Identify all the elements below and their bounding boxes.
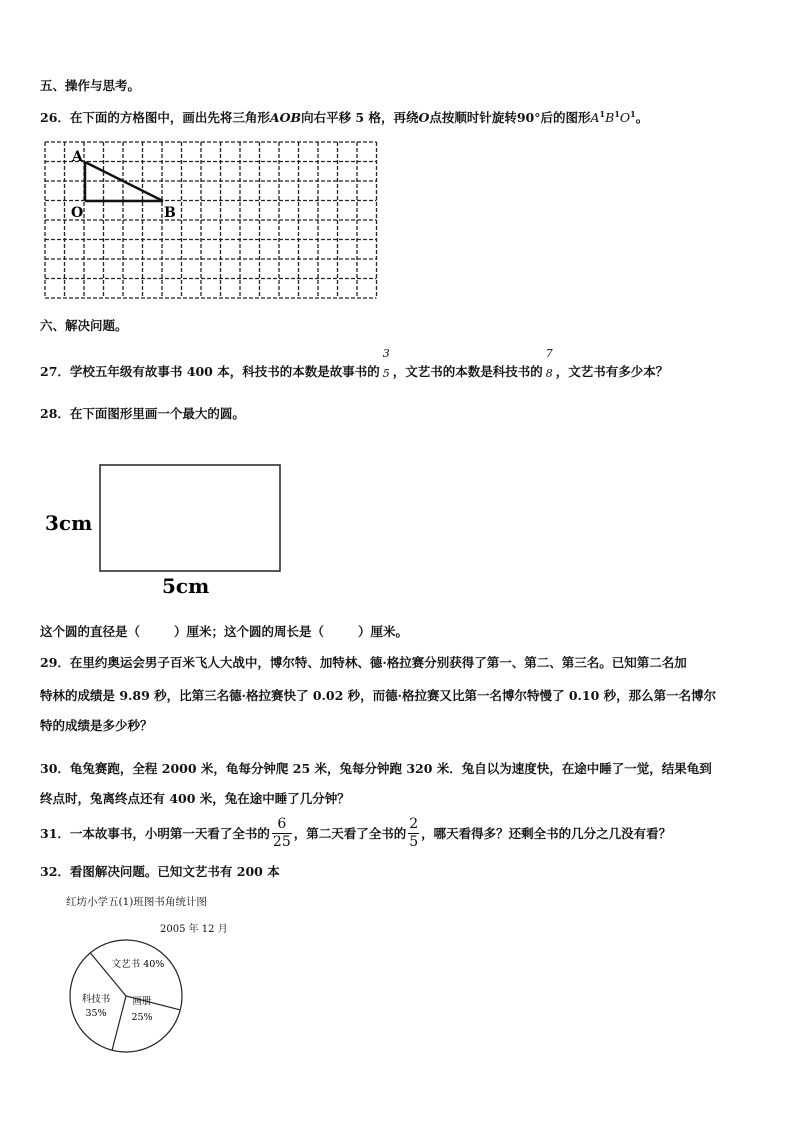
dashed-grid xyxy=(45,142,377,298)
pie-label-wenyi: 文艺书 40% xyxy=(111,959,165,970)
fraction-2-5: $\frac{2}{5}$ xyxy=(409,816,419,850)
fraction-6-25: $\frac{6}{25}$ xyxy=(272,816,291,850)
pie-value-keji: 35% xyxy=(85,1008,107,1019)
question-28-answer: 这个圆的直径是（ ）厘米；这个圆的周长是（ ）厘米。 xyxy=(40,624,409,639)
pie-label-huace: 画册 xyxy=(132,996,152,1007)
question-28: 28．在下面图形里画一个最大的圆。 xyxy=(40,406,245,421)
question-29-line-1: 29．在里约奥运会男子百米飞人大战中，博尔特、加特林、德·格拉赛分别获得了第一、第二、第三名。已知第二名加 xyxy=(40,655,687,670)
chart-date: 2005 年 12 月 xyxy=(160,924,228,935)
section-heading-6: 六、解决问题。 xyxy=(40,318,128,333)
label-a: A xyxy=(72,149,83,165)
question-30-line-2: 终点时，兔离终点还有 400 米，兔在途中睡了几分钟？ xyxy=(40,791,350,806)
grid-figure xyxy=(40,140,382,302)
question-29-line-3: 特的成绩是多少秒？ xyxy=(40,718,153,733)
question-30-line-1: 30．龟兔赛跑，全程 2000 米，龟每分钟爬 25 米，兔每分钟跑 320 米．兔自以为速度快，在途中睡了一觉，结果龟到 xyxy=(40,761,712,776)
pie-chart xyxy=(66,936,186,1056)
fraction-7-8: 7 8 xyxy=(545,347,553,380)
rectangle-3x5 xyxy=(100,465,280,571)
triangle-name: AOB xyxy=(269,110,302,126)
width-label: 5cm xyxy=(162,574,210,598)
label-b: B xyxy=(164,205,176,221)
fraction-3-5: 3 5 xyxy=(382,347,390,380)
question-29-line-2: 特林的成绩是 9.89 秒，比第三名德·格拉赛快了 0.02 秒，而德·格拉赛又比第一名博尔特慢了 0.10 秒，那么第一名博尔 xyxy=(40,688,717,703)
question-31: 31．一本故事书，小明第一天看了全书的 $\frac{6}{25}$ ，第二天看了全书的 $\frac{2}{5}$ ，哪天看得多？还剩全书的几分之几没有看？ xyxy=(40,816,672,850)
pie-label-keji: 科技书 xyxy=(81,994,111,1005)
height-label: 3cm xyxy=(45,511,93,535)
question-26: 26．在下面的方格图中，画出先将三角形AOB向右平移 5 格，再绕O点按顺时针旋转90°后的图形$A^1B^1O^1$。 xyxy=(40,109,649,126)
chart-title: 红坊小学五(1)班图书角统计图 xyxy=(66,896,207,908)
question-27: 27．学校五年级有故事书 400 本，科技书的本数是故事书的 3 5 ，文艺书的本数是科技书的 7 8 ，文艺书有多少本？ xyxy=(40,347,669,380)
section-heading-5: 五、操作与思考。 xyxy=(40,78,141,93)
question-32: 32．看图解决问题。已知文艺书有 200 本 xyxy=(40,864,280,879)
label-o: O xyxy=(71,205,84,221)
pie-value-huace: 25% xyxy=(131,1012,153,1023)
point-o: O xyxy=(418,110,430,126)
rectangle-figure xyxy=(40,460,290,600)
